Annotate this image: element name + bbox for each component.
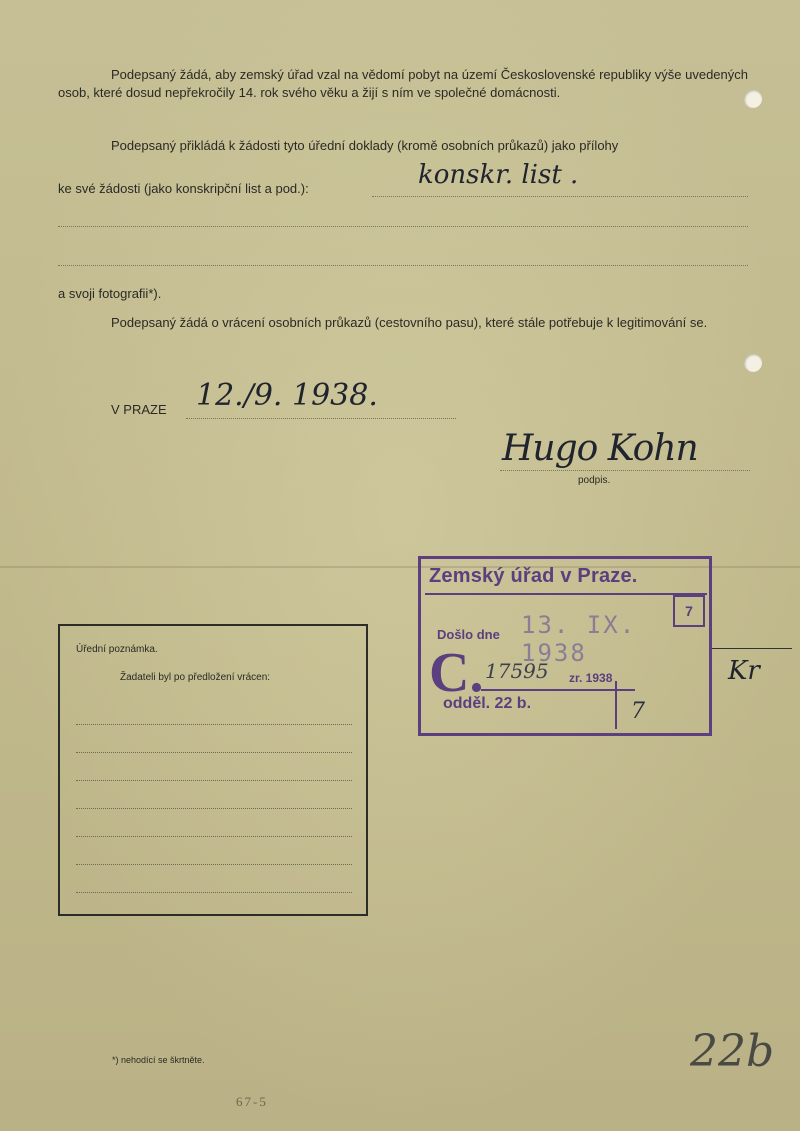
- page-code: 67-5: [236, 1094, 268, 1109]
- attachments-fill-line: [372, 196, 748, 197]
- attachments-fill-line-2: [58, 226, 748, 227]
- stamp-department: odděl. 22 b.: [443, 695, 532, 712]
- stamp-vertical-rule: [615, 681, 617, 729]
- handwritten-date: 12./9. 1938.: [196, 378, 378, 413]
- stamp-sub-number: 7: [631, 699, 645, 724]
- note-line-2: [76, 752, 352, 753]
- date-fill-line: [186, 418, 456, 419]
- stamp-letter: C.: [429, 642, 484, 704]
- note-line-4: [76, 808, 352, 809]
- official-note-title: Úřední poznámka.: [76, 644, 158, 655]
- stamp-rule: [481, 689, 635, 691]
- paragraph-attachments-line1: Podepsaný přikládá k žádosti tyto úřední doklady (kromě osobních průkazů) jako přílohy: [111, 138, 619, 153]
- official-note-box: [58, 624, 368, 916]
- paragraph-photo: a svoji fotografii*).: [58, 286, 162, 301]
- stamp-divider: [425, 593, 707, 595]
- registry-stamp: [418, 556, 712, 736]
- stamp-box-number: 7: [673, 595, 705, 627]
- handwritten-margin-note: 22b: [690, 1026, 775, 1077]
- signature-label: podpis.: [578, 475, 611, 486]
- signature-line: [500, 470, 750, 471]
- handwritten-attachments: konskr. list .: [418, 160, 579, 190]
- stamp-received-date: 13. IX. 1938: [521, 611, 637, 667]
- footnote: *) nehodící se škrtněte.: [112, 1055, 205, 1065]
- stamp-received-label: Došlo dne: [437, 627, 500, 642]
- attachments-fill-line-3: [58, 265, 748, 266]
- paragraph-residence-notice: Podepsaný žádá, aby zemský úřad vzal na vědomí pobyt na území Československé republiky výše uvedených osob, které dosud nepřekročily 14. rok svého věku a žijí s ním ve společné domácnosti.: [58, 67, 748, 100]
- stamp-office-name: Zemský úřad v Praze.: [429, 565, 638, 587]
- note-line-5: [76, 836, 352, 837]
- paragraph-return-documents: Podepsaný žádá o vrácení osobních průkazů (cestovního pasu), které stále potřebuje k legitimování se.: [111, 315, 708, 330]
- stamp-zr-label: zr. 1938: [569, 671, 613, 685]
- note-line-7: [76, 892, 352, 893]
- official-note-line: Žadateli byl po předložení vrácen:: [120, 672, 271, 683]
- stamp-registry-number: 17595: [485, 659, 549, 683]
- note-line-6: [76, 864, 352, 865]
- handwritten-signature: Hugo Kohn: [502, 428, 698, 469]
- punch-hole-bottom: [744, 354, 762, 372]
- note-line-1: [76, 724, 352, 725]
- place-label: V PRAZE: [111, 402, 167, 417]
- stamp-pen-line: [712, 648, 792, 649]
- handwritten-stamp-mark: Kr: [728, 656, 760, 686]
- note-line-3: [76, 780, 352, 781]
- paragraph-attachments-line2: ke své žádosti (jako konskripční list a pod.):: [58, 181, 309, 196]
